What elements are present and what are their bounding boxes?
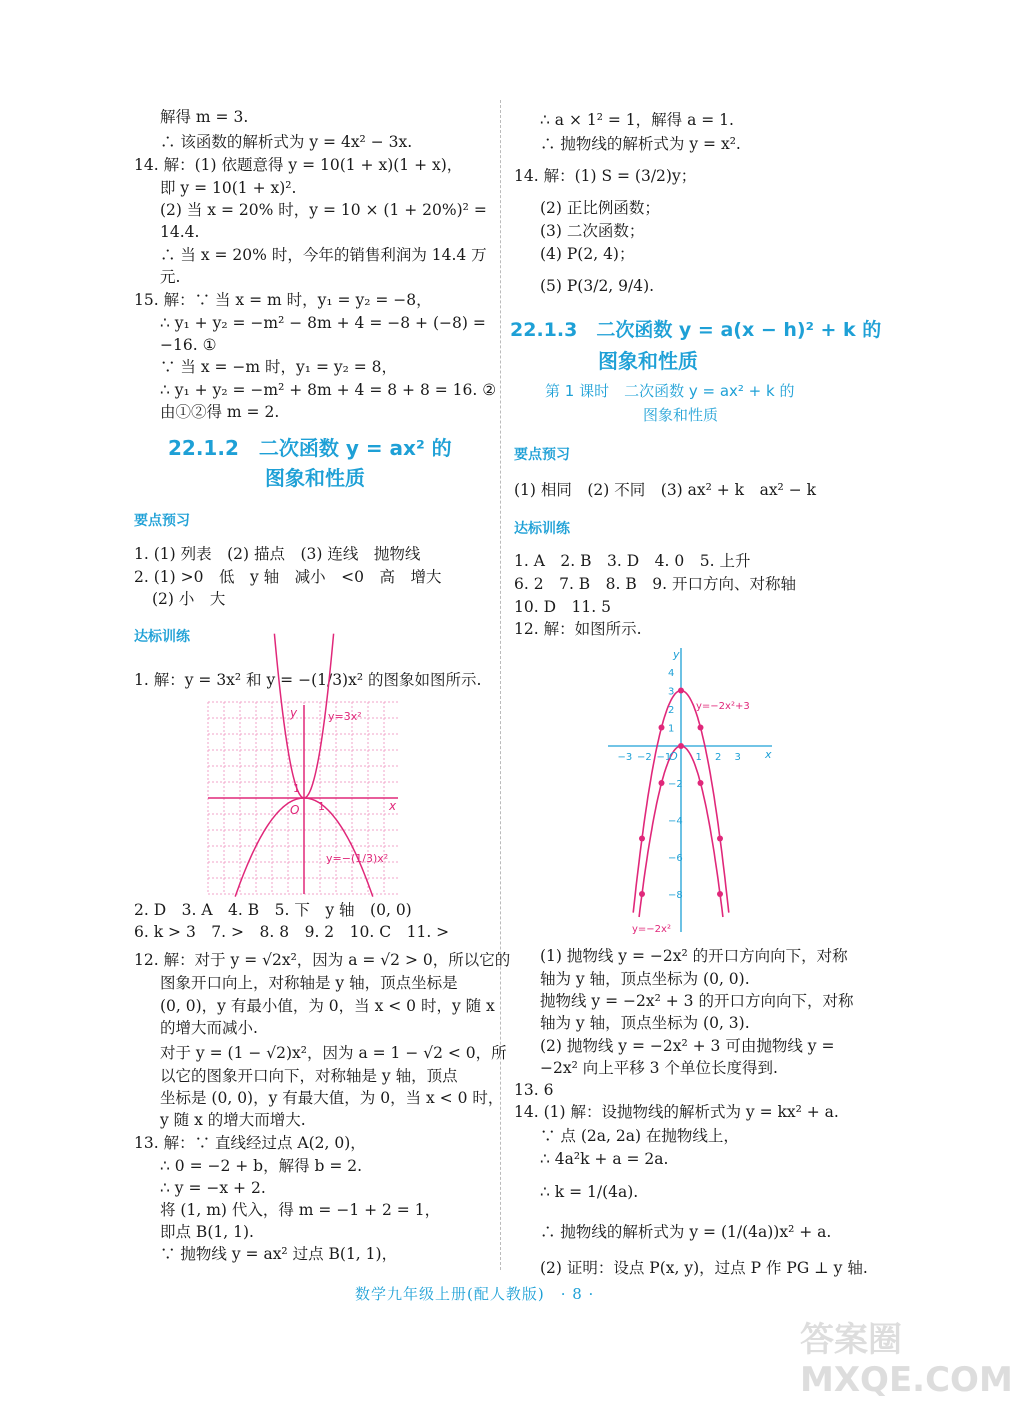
text-line: (2) 当 x = 20% 时，y = 10 × (1 + 20%)² = xyxy=(160,201,487,219)
plot-point xyxy=(698,725,704,731)
page-footer: 数学九年级上册(配人教版) · 8 · xyxy=(355,1285,595,1303)
text-line: −2x² 向上平移 3 个单位长度得到. xyxy=(540,1059,778,1077)
text-line: ∴ 该函数的解析式为 y = 4x² − 3x. xyxy=(160,133,413,151)
text-line: 轴为 y 轴，顶点坐标为 (0, 3). xyxy=(540,1014,750,1032)
text-line: −16. ① xyxy=(160,336,217,354)
text-line: 14. 解：(1) 依题意得 y = 10(1 + x)(1 + x)， xyxy=(134,156,463,174)
text-line: ∴ k = 1/(4a). xyxy=(540,1183,639,1201)
text-line: (3) 二次函数； xyxy=(540,222,645,240)
y-tick-label: 2 xyxy=(668,705,675,716)
text-line: (2) 正比例函数； xyxy=(540,199,660,217)
text-line: 2. D 3. A 4. B 5. 下 y 轴 (0, 0) xyxy=(134,901,412,919)
parabola-graph-2 xyxy=(600,640,780,940)
text-line: (5) P(3/2, 9/4). xyxy=(540,277,655,295)
text-line: 12. 解：对于 y = √2x²，因为 a = √2 > 0，所以它的 xyxy=(134,951,511,969)
text-line: (2) 证明：设点 P(x, y)，过点 P 作 PG ⊥ y 轴. xyxy=(540,1259,868,1277)
y-tick-label: −4 xyxy=(668,816,683,827)
text-line: ∵ 抛物线 y = ax² 过点 B(1, 1)， xyxy=(160,1245,398,1263)
preview-heading: 要点预习 xyxy=(514,447,570,463)
y-tick-label: 4 xyxy=(668,668,675,679)
origin-label: O xyxy=(290,803,300,817)
text-line: (1) 相同 (2) 不同 (3) ax² + k ax² − k xyxy=(514,481,817,499)
y-tick-label: 3 xyxy=(668,686,675,698)
text-line: 由①②得 m = 2. xyxy=(160,403,280,421)
text-line: 13. 解：∵ 直线经过点 A(2, 0)， xyxy=(134,1134,366,1152)
text-line: ∴ 当 x = 20% 时，今年的销售利润为 14.4 万 xyxy=(160,246,487,264)
text-line: 13. 6 xyxy=(514,1081,554,1099)
text-line: 10. D 11. 5 xyxy=(514,598,611,616)
x-tick-label: −3 xyxy=(617,752,633,763)
section-title-line2: 图象和性质 xyxy=(265,466,365,490)
x-tick-label: 1 xyxy=(695,752,702,763)
y-axis-label: y xyxy=(673,648,680,661)
text-line: 1. (1) 列表 (2) 描点 (3) 连线 抛物线 xyxy=(134,545,421,563)
plot-point xyxy=(639,836,645,842)
section-title: 22.1.2 二次函数 y = ax² 的 xyxy=(168,436,452,460)
y-tick-label: 1 xyxy=(668,723,675,735)
text-line: ∴ 0 = −2 + b，解得 b = 2. xyxy=(160,1157,363,1175)
text-line: ∴ 抛物线的解析式为 y = x². xyxy=(540,135,741,153)
text-line: 轴为 y 轴，顶点坐标为 (0, 0). xyxy=(540,970,750,988)
text-line: ∴ a × 1² = 1，解得 a = 1. xyxy=(540,111,734,129)
text-line: 的增大而减小. xyxy=(160,1019,258,1037)
text-line: (1) 抛物线 y = −2x² 的开口方向向下，对称 xyxy=(540,947,848,965)
text-line: 14. (1) 解：设抛物线的解析式为 y = kx² + a. xyxy=(514,1103,839,1121)
text-line: 以它的图象开口向下，对称轴是 y 轴，顶点 xyxy=(160,1067,458,1085)
parabola-graph-1 xyxy=(208,702,402,894)
text-line: ∴ 4a²k + a = 2a. xyxy=(540,1150,669,1168)
curve-label: y=−2x²+3 xyxy=(696,701,750,712)
section-title: 22.1.3 二次函数 y = a(x − h)² + k 的 xyxy=(510,319,882,341)
text-line: 2. (1) >0 低 y 轴 减小 <0 高 增大 xyxy=(134,568,442,586)
text-line: 将 (1, m) 代入，得 m = −1 + 2 = 1， xyxy=(160,1201,441,1219)
origin-label: O xyxy=(669,750,678,763)
plot-point xyxy=(678,688,684,694)
x-tick-label: −1 xyxy=(656,752,672,763)
plot-point xyxy=(717,891,723,897)
lesson-title-line2: 图象和性质 xyxy=(643,406,719,424)
section-title-line2: 图象和性质 xyxy=(598,349,698,373)
text-line: 抛物线 y = −2x² + 3 的开口方向向下，对称 xyxy=(540,992,854,1010)
training-heading: 达标训练 xyxy=(134,629,190,645)
preview-heading: 要点预习 xyxy=(134,513,190,529)
plot-point xyxy=(639,891,645,897)
curve-label: y=−(1/3)x² xyxy=(326,852,389,865)
text-line: 对于 y = (1 − √2)x²，因为 a = 1 − √2 < 0，所 xyxy=(160,1044,507,1062)
plot-point xyxy=(717,836,723,842)
text-line: 元. xyxy=(160,268,181,286)
text-line: (2) 抛物线 y = −2x² + 3 可由抛物线 y = xyxy=(540,1037,835,1055)
tick-label: 1 xyxy=(293,782,300,795)
text-line: 解得 m = 3. xyxy=(160,108,249,126)
plot-point xyxy=(678,743,684,749)
curve-label: y=3x² xyxy=(328,710,362,723)
x-tick-label: 3 xyxy=(734,752,741,763)
text-line: (2) 小 大 xyxy=(152,590,226,608)
text-line: 1. A 2. B 3. D 4. 0 5. 上升 xyxy=(514,552,751,570)
text-line: 图象开口向上，对称轴是 y 轴，顶点坐标是 xyxy=(160,974,458,992)
text-line: (4) P(2, 4)； xyxy=(540,245,635,263)
text-line: 14. 解：(1) S = (3/2)y； xyxy=(514,167,697,185)
text-line: 12. 解：如图所示. xyxy=(514,620,642,638)
plot-point xyxy=(659,780,665,786)
plot-point xyxy=(659,725,665,731)
text-line: ∵ 当 x = −m 时，y₁ = y₂ = 8， xyxy=(160,358,398,376)
text-line: ∴ y₁ + y₂ = −m² − 8m + 4 = −8 + (−8) = xyxy=(160,314,486,332)
text-line: ∴ y = −x + 2. xyxy=(160,1179,266,1197)
text-line: ∴ 抛物线的解析式为 y = (1/(4a))x² + a. xyxy=(540,1223,832,1241)
curve-label: y=−2x² xyxy=(632,924,671,935)
watermark-logo: 答案圈 MXQE.COM xyxy=(800,1320,1013,1400)
text-line: 14.4. xyxy=(160,223,200,241)
y-axis-label: y xyxy=(290,706,298,720)
text-line: 6. 2 7. B 8. B 9. 开口方向、对称轴 xyxy=(514,575,797,593)
text-line: y 随 x 的增大而增大. xyxy=(160,1111,306,1129)
text-line: 坐标是 (0, 0)，y 有最大值，为 0，当 x < 0 时， xyxy=(160,1089,504,1107)
x-axis-label: x xyxy=(389,799,397,813)
text-line: 即点 B(1, 1). xyxy=(160,1223,254,1241)
text-line: (0, 0)，y 有最小值，为 0，当 x < 0 时，y 随 x xyxy=(160,997,495,1015)
y-tick-label: −6 xyxy=(668,853,683,864)
y-tick-label: −2 xyxy=(668,779,683,790)
x-axis-label: x xyxy=(765,748,772,761)
text-line: 即 y = 10(1 + x)². xyxy=(160,179,297,197)
y-tick-label: −8 xyxy=(668,890,683,901)
lesson-title: 第 1 课时 二次函数 y = ax² + k 的 xyxy=(545,382,795,400)
training-heading: 达标训练 xyxy=(514,521,570,537)
text-line: 1. 解：y = 3x² 和 y = −(1/3)x² 的图象如图所示. xyxy=(134,671,482,689)
plot-point xyxy=(698,780,704,786)
tick-label: 1 xyxy=(318,800,325,813)
x-tick-label: 2 xyxy=(715,752,722,763)
x-tick-label: −2 xyxy=(637,752,652,763)
text-line: ∵ 点 (2a, 2a) 在抛物线上， xyxy=(540,1127,739,1145)
text-line: 6. k > 3 7. > 8. 8 9. 2 10. C 11. > xyxy=(134,923,450,941)
text-line: 15. 解：∵ 当 x = m 时，y₁ = y₂ = −8， xyxy=(134,291,432,309)
text-line: ∴ y₁ + y₂ = −m² + 8m + 4 = 8 + 8 = 16. ② xyxy=(160,381,497,399)
